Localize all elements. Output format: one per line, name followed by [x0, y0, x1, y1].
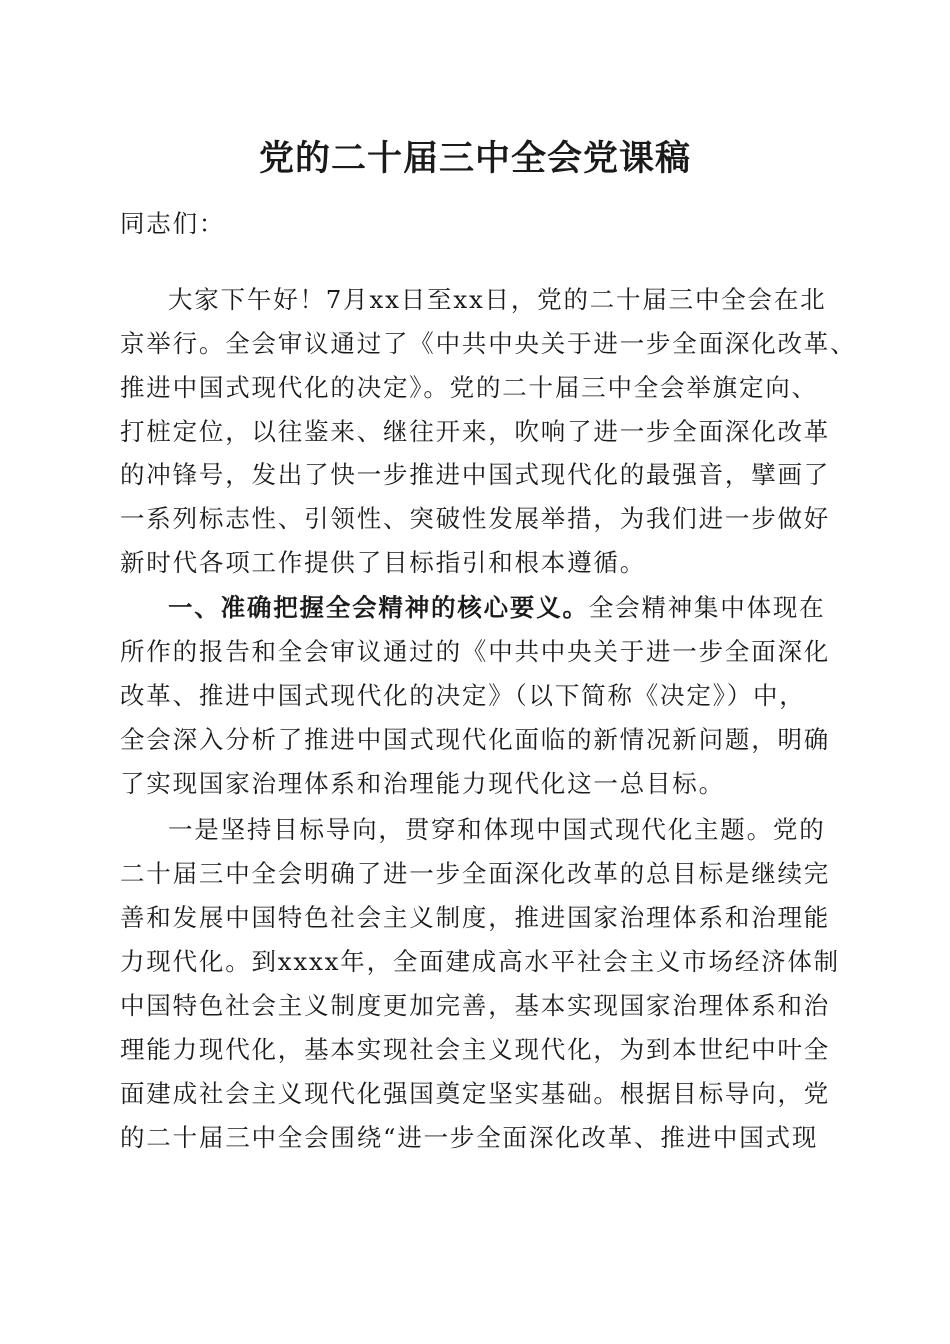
section1-line-3: 改革、推进中国式现代化的决定》（以下简称《决定》）中， — [120, 681, 806, 710]
point1-line-1 — [168, 812, 840, 848]
document-title: 党的二十届三中全会党课稿 — [258, 138, 691, 179]
intro-line-1: 大家下午好！7月xx日至xx日，党的二十届三中全会在北 — [168, 285, 827, 314]
intro-line-3: 推进中国式现代化的决定》。党的二十届三中全会举旗定向、 — [120, 373, 818, 402]
section1-line-4: 全会深入分析了推进中国式现代化面临的新情况新问题，明确 — [120, 725, 831, 754]
point1-line-3: 善和发展中国特色社会主义制度，推进国家治理体系和治理能 — [120, 903, 831, 932]
point1-line-6: 理能力现代化，基本实现社会主义现代化，为到本世纪中叶全 — [120, 1035, 831, 1064]
intro-line-7: 新时代各项工作提供了目标指引和根本遵循。 — [120, 548, 646, 577]
point1-line-5: 中国特色社会主义制度更加完善，基本实现国家治理体系和治 — [120, 991, 831, 1020]
intro-line-6: 一系列标志性、引领性、突破性发展举措，为我们进一步做好 — [120, 504, 831, 533]
section1-line-5: 了实现国家治理体系和治理能力现代化这一总目标。 — [120, 769, 725, 798]
greeting: 同志们： — [120, 209, 226, 238]
intro-line-2: 京举行。全会审议通过了《中共中央关于进一步全面深化改革、 — [120, 329, 857, 358]
section1-line-1 — [168, 590, 840, 626]
point1-heading: 一是坚持目标导向，贯穿和体现中国式现代化主题。 — [168, 815, 773, 844]
point1-line-7: 面建成社会主义现代化强国奠定坚实基础。根据目标导向，党 — [120, 1079, 831, 1108]
section1-line-1-rest: 全会精神集中体现在 — [588, 593, 826, 622]
section1-heading: 一、准确把握全会精神的核心要义。 — [168, 593, 589, 622]
intro-line-5: 的冲锋号，发出了快一步推进中国式现代化的最强音，擘画了 — [120, 460, 831, 489]
point1-line-2: 二十届三中全会明确了进一步全面深化改革的总目标是继续完 — [120, 859, 831, 888]
point1-line-1-rest: 党的 — [772, 815, 826, 844]
point1-line-4: 力现代化。到xxxx年，全面建成高水平社会主义市场经济体制 — [120, 947, 840, 976]
point1-line-8: 的二十届三中全会围绕“进一步全面深化改革、推进中国式现 — [120, 1123, 819, 1152]
intro-line-4: 打桩定位，以往鉴来、继往开来，吹响了进一步全面深化改革 — [120, 417, 831, 446]
section1-line-2: 所作的报告和全会审议通过的《中共中央关于进一步全面深化 — [120, 637, 831, 666]
